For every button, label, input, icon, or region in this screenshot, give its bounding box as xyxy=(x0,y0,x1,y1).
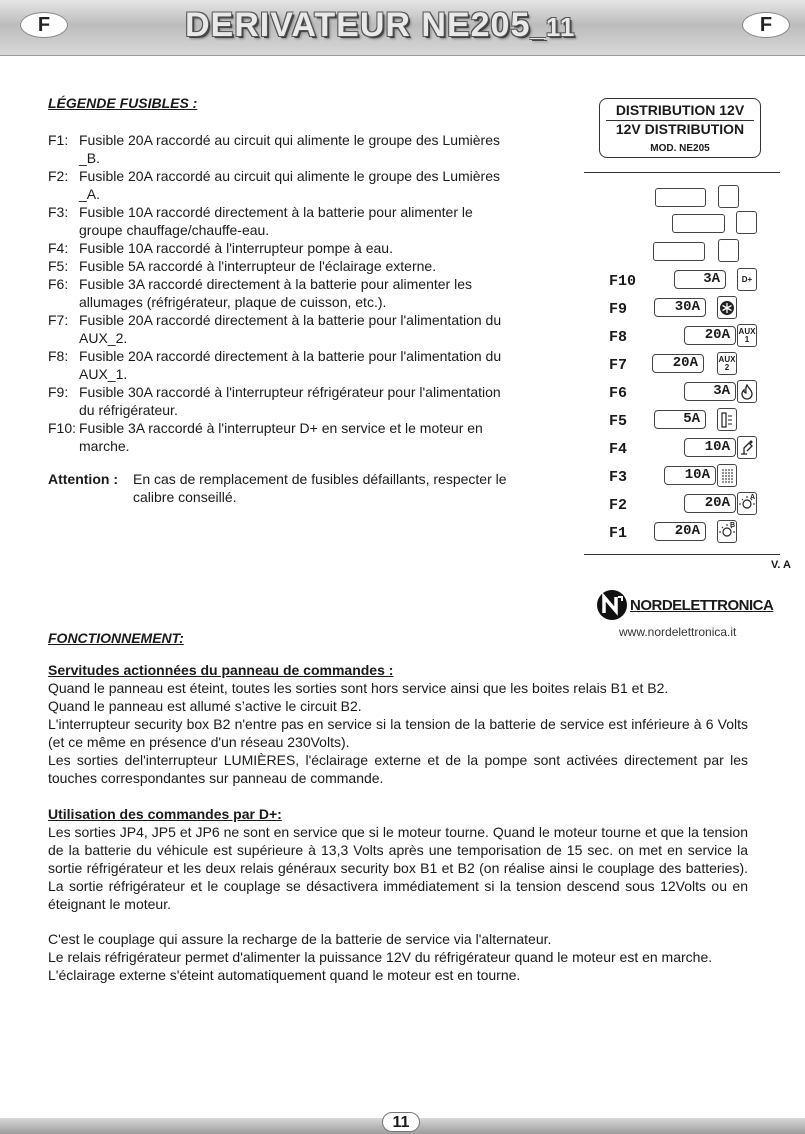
spare-icon-slot xyxy=(718,185,739,208)
fuse-id xyxy=(48,401,79,419)
fuse-description: groupe chauffage/chauffe-eau. xyxy=(79,222,270,238)
fuse-rating: 3A xyxy=(684,382,736,401)
fuse-row xyxy=(584,297,780,321)
fuse-id xyxy=(48,149,79,167)
attention-note xyxy=(48,470,568,506)
fuse-legend-line xyxy=(48,329,568,347)
fuse-legend-list xyxy=(48,131,568,455)
fuse-legend-line xyxy=(48,365,568,383)
fuse-description: Fusible 3A raccordé directement à la batterie pour alimenter les xyxy=(79,276,472,292)
fuse-id: F7: xyxy=(48,312,69,328)
fuse-panel-diagram xyxy=(584,172,780,572)
brand-logo xyxy=(596,590,773,620)
fuse-legend-line xyxy=(48,437,568,455)
fuse-id: F9: xyxy=(48,384,69,400)
paragraph: C'est le couplage qui assure la recharge de la batterie de service via l'alternateur. xyxy=(48,931,552,947)
fuse-id: F1: xyxy=(48,132,69,148)
fuse-row xyxy=(584,269,780,293)
fuse-label: F6 xyxy=(609,385,628,402)
page-header xyxy=(0,0,805,56)
fuse-legend-line xyxy=(48,131,568,149)
fuse-label: F5 xyxy=(609,413,628,430)
page-title xyxy=(185,6,575,48)
fuse-id: F10: xyxy=(48,420,77,436)
fuse-description: Fusible 5A raccordé à l'interrupteur de l'éclairage externe. xyxy=(79,258,437,274)
section-heading: Servitudes actionnées du panneau de commandes : xyxy=(48,662,394,678)
fuse-label: F4 xyxy=(609,441,628,458)
title-page-suffix: _11 xyxy=(530,12,576,42)
external-light-icon xyxy=(717,408,737,431)
language-badge-left: F xyxy=(20,12,68,38)
fuse-rating: 10A xyxy=(684,438,736,457)
fuse-row xyxy=(584,493,780,517)
fuse-legend-line xyxy=(48,185,568,203)
fuse-id: F2: xyxy=(48,168,69,184)
spare-fuse-slot xyxy=(672,214,725,233)
d-plus-icon: D+ xyxy=(737,268,757,291)
fuse-rating: 20A xyxy=(684,326,736,345)
fuse-id xyxy=(48,185,79,203)
legend-title: LÉGENDE FUSIBLES : xyxy=(48,95,198,111)
attention-label: Attention : xyxy=(48,471,118,487)
fuse-rating: 5A xyxy=(654,410,706,429)
lamp-group-letter: A xyxy=(749,494,755,501)
fuse-rating: 30A xyxy=(654,298,706,317)
model-label: MOD. NE205 xyxy=(650,143,710,154)
light-b-icon xyxy=(717,520,737,543)
fuse-rating: 10A xyxy=(664,466,716,485)
fuse-description: Fusible 10A raccordé à l'interrupteur pompe à eau. xyxy=(79,240,393,256)
section-panel-services xyxy=(48,661,748,787)
pump-icon xyxy=(737,436,757,459)
fuse-id xyxy=(48,365,79,383)
version-label: V. A xyxy=(771,559,791,571)
aux-1-icon: AUX 1 xyxy=(737,324,757,347)
fuse-id: F5: xyxy=(48,258,69,274)
panel-bottom-line xyxy=(584,554,780,555)
attention-line: calibre conseillé. xyxy=(133,489,237,505)
paragraph: Les sorties JP4, JP5 et JP6 ne sont en service que si le moteur tourne. Quand le moteur tourne et que la tension de la batterie du véhicule est supérieure à 13,3 Volts après une temporisation de 15 sec. on met en service la sortie réfrigérateur et les deux relais généraux security box B1 et B2 (on réalise ainsi le couplage des batteries). La sortie réfrigérateur et le couplage se désactivera immédiatement si la tension descend sous 12Volts ou en éteignant le moteur. xyxy=(48,824,748,912)
fuse-legend-line xyxy=(48,203,568,221)
fuse-description: Fusible 30A raccordé à l'interrupteur réfrigérateur pour l'alimentation xyxy=(79,384,501,400)
fuse-row xyxy=(584,521,780,545)
paragraph: Le relais réfrigérateur permet d'alimenter la puissance 12V du réfrigérateur quand le moteur est en marche. xyxy=(48,949,713,965)
fuse-rating: 20A xyxy=(684,494,736,513)
fuse-label: F10 xyxy=(609,273,637,290)
fuse-id xyxy=(48,293,79,311)
spare-icon-slot xyxy=(736,211,757,234)
fuse-row xyxy=(584,437,780,461)
fuse-id xyxy=(48,221,79,239)
brand-mark-icon xyxy=(596,589,628,621)
fuse-label: F1 xyxy=(609,525,628,542)
brand-url: www.nordelettronica.it xyxy=(619,625,737,639)
fuse-legend-line xyxy=(48,419,568,437)
light-a-icon xyxy=(737,492,757,515)
fuse-description: Fusible 20A raccordé au circuit qui alimente le groupe des Lumières xyxy=(79,168,501,184)
paragraph: Quand le panneau est allumé s’active le circuit B2. xyxy=(48,698,362,714)
fuse-description: _A. xyxy=(79,186,101,202)
panel-top-line xyxy=(584,172,780,173)
spare-icon-slot xyxy=(718,239,739,262)
distribution-label-box xyxy=(599,98,761,158)
brand-name: NORDELETTRONICA xyxy=(630,596,774,614)
fuse-description: AUX_1. xyxy=(79,366,128,382)
section-notes xyxy=(48,930,748,984)
fuse-label: F9 xyxy=(609,301,628,318)
fuse-legend-line xyxy=(48,221,568,239)
page-number: 11 xyxy=(382,1112,420,1132)
fuse-description: _B. xyxy=(79,150,101,166)
fuse-row xyxy=(584,381,780,405)
paragraph: Les sorties del'interrupteur LUMIÈRES, l'éclairage externe et de la pompe sont activées directement par les touches correspondantes sur panneau de commande. xyxy=(48,752,748,786)
fuse-legend-line xyxy=(48,257,568,275)
aux-2-icon: AUX 2 xyxy=(717,352,737,375)
fuse-description: Fusible 20A raccordé directement à la batterie pour l'alimentation du xyxy=(79,348,502,364)
fuse-id: F4: xyxy=(48,240,69,256)
fuse-description: Fusible 20A raccordé directement à la batterie pour l'alimentation du xyxy=(79,312,502,328)
fuse-label: F8 xyxy=(609,329,628,346)
fuse-description: du réfrigérateur. xyxy=(79,402,178,418)
snowflake-icon xyxy=(717,296,737,319)
spare-fuse-slot xyxy=(655,188,706,207)
paragraph: L'interrupteur security box B2 n'entre pas en service si la tension de la batterie de service est inférieure à 6 Volts (et ce même en présence d'un réseau 230Volts). xyxy=(48,716,748,750)
attention-text xyxy=(133,470,507,506)
fuse-label: F2 xyxy=(609,497,628,514)
fuse-description: AUX_2. xyxy=(79,330,128,346)
fuse-legend-line xyxy=(48,401,568,419)
fuse-legend-line xyxy=(48,383,568,401)
fuse-label: F7 xyxy=(609,357,628,374)
language-badge-right: F xyxy=(742,12,790,38)
fuse-description: marche. xyxy=(79,438,130,454)
fuse-id xyxy=(48,329,79,347)
fuse-legend-line xyxy=(48,239,568,257)
paragraph: Quand le panneau est éteint, toutes les sorties sont hors service ainsi que les boites relais B1 et B2. xyxy=(48,680,669,696)
fonctionnement-title: FONCTIONNEMENT: xyxy=(48,630,184,646)
fuse-row xyxy=(584,353,780,377)
fuse-row xyxy=(584,465,780,489)
heater-icon xyxy=(717,464,737,487)
fuse-description: Fusible 10A raccordé directement à la batterie pour alimenter le xyxy=(79,204,473,220)
fuse-rating: 20A xyxy=(652,354,704,373)
fuse-legend-line xyxy=(48,275,568,293)
fuse-legend-line xyxy=(48,167,568,185)
fuse-legend-line xyxy=(48,311,568,329)
fuse-id: F3: xyxy=(48,204,69,220)
section-heading: Utilisation des commandes par D+: xyxy=(48,806,282,822)
fuse-description: Fusible 3A raccordé à l'interrupteur D+ en service et le moteur en xyxy=(79,420,483,436)
fuse-legend-line xyxy=(48,149,568,167)
fuse-row xyxy=(584,325,780,349)
fuse-label: F3 xyxy=(609,469,628,486)
paragraph: L'éclairage externe s'éteint automatiquement quand le moteur est en tourne. xyxy=(48,967,521,983)
fuse-id: F8: xyxy=(48,348,69,364)
distribution-line-2: 12V DISTRIBUTION xyxy=(606,120,754,138)
fuse-rating: 3A xyxy=(674,270,726,289)
fuse-legend-line xyxy=(48,347,568,365)
title-text: DERIVATEUR NE205 xyxy=(185,6,531,44)
fuse-legend-line xyxy=(48,293,568,311)
distribution-line-1: DISTRIBUTION 12V xyxy=(615,102,745,118)
section-d-plus xyxy=(48,805,748,913)
fuse-description: Fusible 20A raccordé au circuit qui alimente le groupe des Lumières xyxy=(79,132,501,148)
flame-icon xyxy=(737,380,757,403)
fuse-id xyxy=(48,437,79,455)
lamp-group-letter: B xyxy=(729,522,735,529)
fuse-row xyxy=(584,409,780,433)
fuse-id: F6: xyxy=(48,276,69,292)
spare-fuse-slot xyxy=(653,242,705,261)
attention-line: En cas de remplacement de fusibles défaillants, respecter le xyxy=(133,471,507,487)
fuse-description: allumages (réfrigérateur, plaque de cuisson, etc.). xyxy=(79,294,387,310)
fuse-rating: 20A xyxy=(654,522,706,541)
